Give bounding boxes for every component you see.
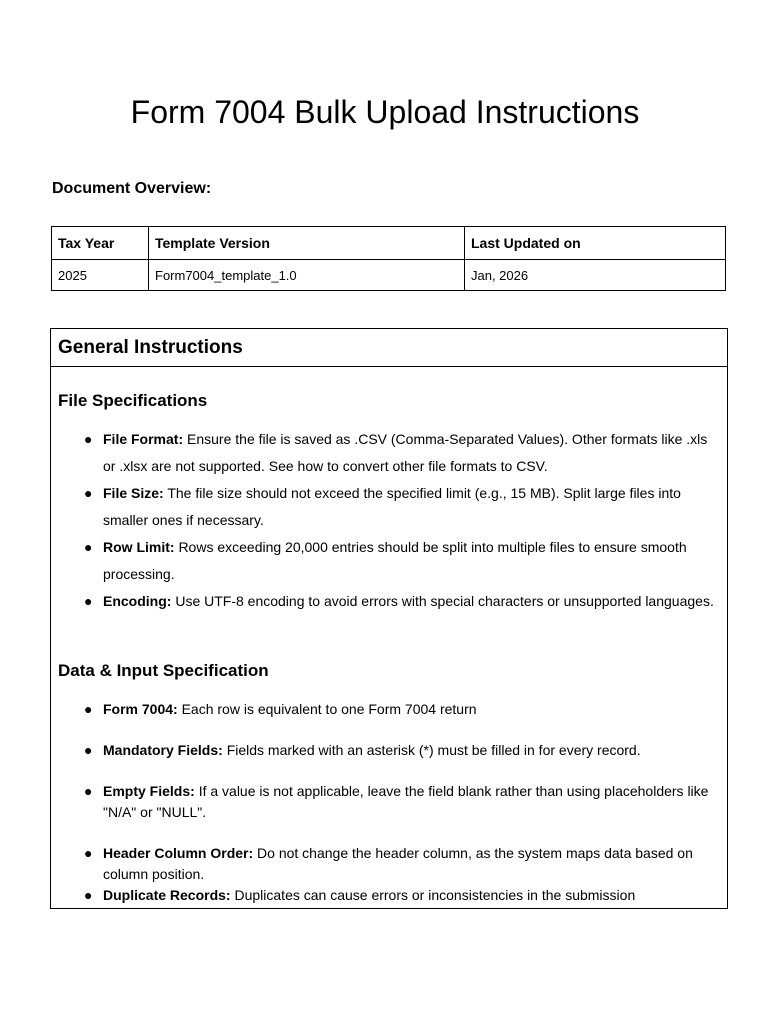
bullet-icon: ● bbox=[84, 593, 93, 609]
list-item bbox=[51, 781, 723, 823]
file-specifications-heading: File Specifications bbox=[58, 391, 208, 410]
bullet-icon: ● bbox=[84, 539, 93, 555]
cell-template-version: Form7004_template_1.0 bbox=[149, 260, 465, 291]
bullet-icon: ● bbox=[84, 783, 93, 799]
item-label: File Size: bbox=[103, 485, 164, 501]
file-specifications-list bbox=[51, 426, 723, 616]
item-text: Do not change the header column, as the system maps data based on column position. bbox=[103, 845, 693, 882]
item-text: Each row is equivalent to one Form 7004 return bbox=[181, 701, 477, 717]
item-text: Use UTF-8 encoding to avoid errors with special characters or unsupported languages. bbox=[175, 593, 714, 609]
general-instructions-box bbox=[50, 328, 728, 909]
header-template-version: Template Version bbox=[149, 227, 465, 260]
cell-tax-year: 2025 bbox=[52, 260, 149, 291]
item-text: Fields marked with an asterisk (*) must be filled in for every record. bbox=[226, 742, 641, 758]
item-text: If a value is not applicable, leave the field blank rather than using placeholders like "N/A" or "NULL". bbox=[103, 783, 709, 820]
item-label: Row Limit: bbox=[103, 539, 175, 555]
data-input-specification-heading: Data & Input Specification bbox=[58, 661, 269, 680]
overview-heading: Document Overview: bbox=[52, 180, 212, 197]
item-text: The file size should not exceed the specified limit (e.g., 15 MB). Split large files into smaller ones if necessary. bbox=[103, 485, 681, 528]
bullet-icon: ● bbox=[84, 742, 93, 758]
bullet-icon: ● bbox=[84, 701, 93, 717]
item-text: Rows exceeding 20,000 entries should be split into multiple files to ensure smooth processing. bbox=[103, 539, 687, 582]
item-label: Empty Fields: bbox=[103, 783, 195, 799]
list-item bbox=[51, 740, 723, 761]
header-last-updated: Last Updated on bbox=[465, 227, 726, 260]
item-text: Duplicates can cause errors or inconsistencies in the submission bbox=[234, 887, 636, 903]
list-item bbox=[51, 843, 723, 885]
list-item bbox=[51, 480, 723, 533]
list-item bbox=[51, 426, 723, 479]
table-row bbox=[52, 260, 726, 291]
item-label: Encoding: bbox=[103, 593, 172, 609]
header-tax-year: Tax Year bbox=[52, 227, 149, 260]
data-input-specification-list bbox=[51, 699, 723, 906]
page-title: Form 7004 Bulk Upload Instructions bbox=[130, 94, 640, 130]
list-item bbox=[51, 588, 723, 615]
list-item bbox=[51, 534, 723, 587]
bullet-icon: ● bbox=[84, 431, 93, 447]
item-label: File Format: bbox=[103, 431, 184, 447]
item-label: Header Column Order: bbox=[103, 845, 254, 861]
general-instructions-title: General Instructions bbox=[51, 329, 727, 367]
item-label: Mandatory Fields: bbox=[103, 742, 223, 758]
item-label: Duplicate Records: bbox=[103, 887, 231, 903]
bullet-icon: ● bbox=[84, 845, 93, 861]
table-header-row bbox=[52, 227, 726, 260]
bullet-icon: ● bbox=[84, 485, 93, 501]
cell-last-updated: Jan, 2026 bbox=[465, 260, 726, 291]
overview-table bbox=[51, 226, 726, 291]
item-text: Ensure the file is saved as .CSV (Comma-Separated Values). Other formats like .xls or .xlsx are not supported. See how to convert other file formats to CSV. bbox=[103, 431, 708, 474]
list-item bbox=[51, 885, 723, 906]
item-label: Form 7004: bbox=[103, 701, 178, 717]
list-item bbox=[51, 699, 723, 720]
bullet-icon: ● bbox=[84, 887, 93, 903]
